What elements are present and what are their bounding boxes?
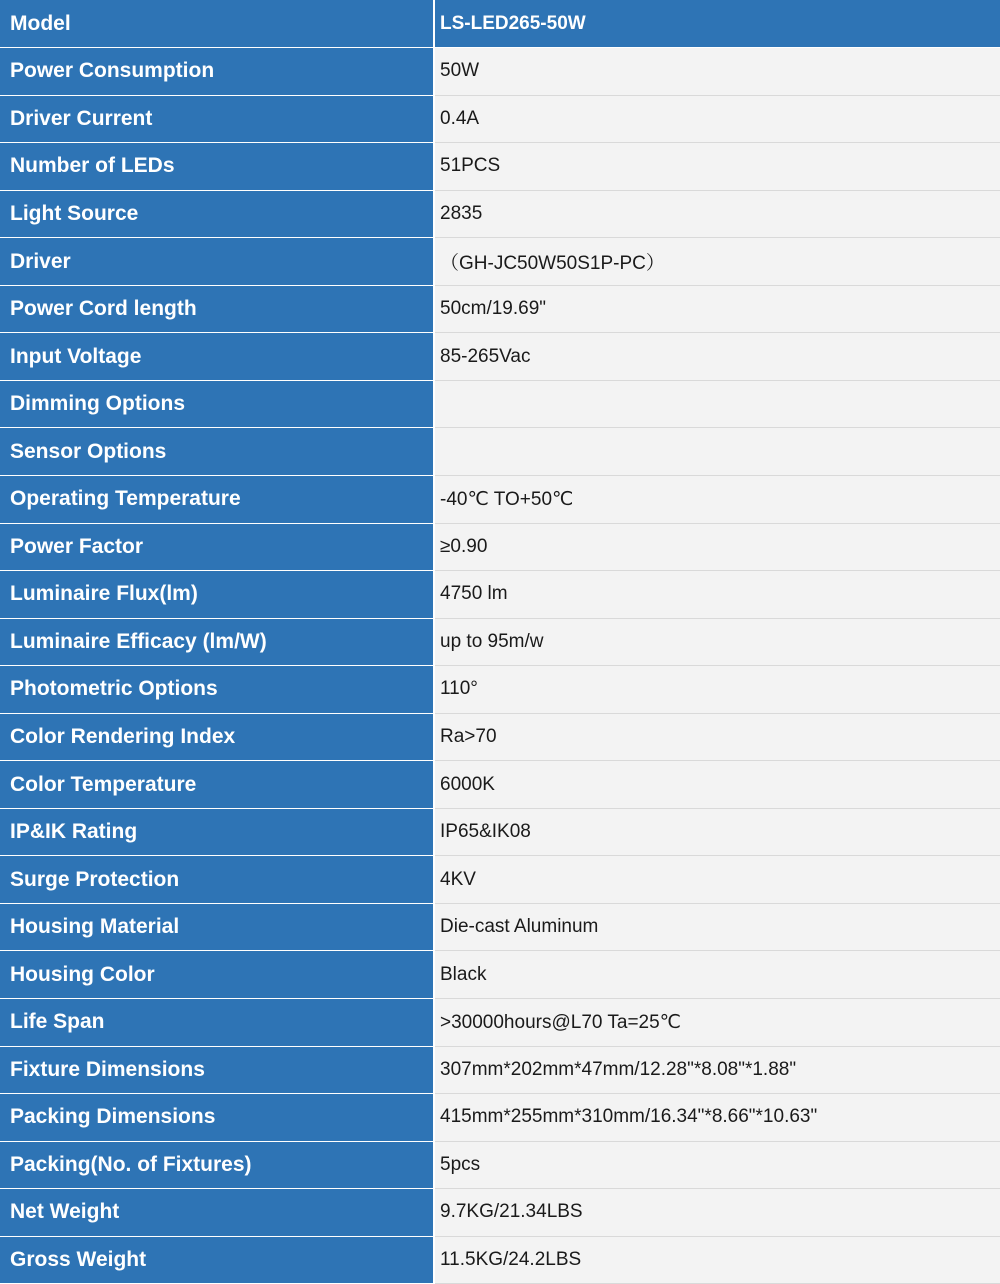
- spec-value: 5pcs: [434, 1141, 1000, 1189]
- spec-label: Fixture Dimensions: [0, 1046, 434, 1094]
- spec-row-packing-fixtures: [0, 1141, 1000, 1189]
- spec-label: Life Span: [0, 998, 434, 1046]
- spec-value: 85-265Vac: [434, 333, 1000, 381]
- spec-row-input-voltage: [0, 333, 1000, 381]
- spec-row-photometric-options: [0, 666, 1000, 714]
- spec-label: Sensor Options: [0, 428, 434, 476]
- spec-label: Packing(No. of Fixtures): [0, 1141, 434, 1189]
- spec-value: ≥0.90: [434, 523, 1000, 571]
- spec-row-gross-weight: [0, 1236, 1000, 1284]
- spec-value: 50W: [434, 48, 1000, 96]
- spec-value: （GH-JC50W50S1P-PC）: [434, 238, 1000, 286]
- spec-value: IP65&IK08: [434, 808, 1000, 856]
- spec-label: Net Weight: [0, 1189, 434, 1237]
- spec-row-packing-dimensions: [0, 1094, 1000, 1142]
- spec-value: Die-cast Aluminum: [434, 903, 1000, 951]
- spec-row-color-temperature: [0, 761, 1000, 809]
- spec-row-housing-color: [0, 951, 1000, 999]
- spec-value: 4750 lm: [434, 571, 1000, 619]
- spec-label: Photometric Options: [0, 666, 434, 714]
- spec-value: 110°: [434, 666, 1000, 714]
- spec-value: up to 95m/w: [434, 618, 1000, 666]
- spec-label: Number of LEDs: [0, 143, 434, 191]
- spec-row-model: [0, 0, 1000, 48]
- spec-value: -40℃ TO+50℃: [434, 475, 1000, 523]
- spec-row-luminaire-flux: [0, 571, 1000, 619]
- spec-row-luminaire-efficacy: [0, 618, 1000, 666]
- spec-label: Driver: [0, 238, 434, 286]
- spec-label: Luminaire Flux(lm): [0, 571, 434, 619]
- spec-value: [434, 428, 1000, 476]
- spec-row-power-consumption: [0, 48, 1000, 96]
- spec-row-driver: [0, 238, 1000, 286]
- spec-row-power-factor: [0, 523, 1000, 571]
- spec-label: Housing Color: [0, 951, 434, 999]
- spec-value: Ra>70: [434, 713, 1000, 761]
- spec-row-ip-ik-rating: [0, 808, 1000, 856]
- spec-label: Color Temperature: [0, 761, 434, 809]
- spec-row-net-weight: [0, 1189, 1000, 1237]
- spec-row-color-rendering-index: [0, 713, 1000, 761]
- spec-label: Packing Dimensions: [0, 1094, 434, 1142]
- spec-row-dimming-options: [0, 380, 1000, 428]
- spec-label: Power Consumption: [0, 48, 434, 96]
- spec-label: Model: [0, 0, 434, 48]
- spec-value: 11.5KG/24.2LBS: [434, 1236, 1000, 1284]
- spec-value: LS-LED265-50W: [434, 0, 1000, 48]
- spec-row-surge-protection: [0, 856, 1000, 904]
- spec-label: Driver Current: [0, 95, 434, 143]
- spec-row-fixture-dimensions: [0, 1046, 1000, 1094]
- spec-label: Gross Weight: [0, 1236, 434, 1284]
- spec-value: 307mm*202mm*47mm/12.28"*8.08"*1.88": [434, 1046, 1000, 1094]
- spec-label: Operating Temperature: [0, 475, 434, 523]
- spec-label: Color Rendering Index: [0, 713, 434, 761]
- spec-label: Power Cord length: [0, 285, 434, 333]
- spec-row-driver-current: [0, 95, 1000, 143]
- spec-value: >30000hours@L70 Ta=25℃: [434, 998, 1000, 1046]
- spec-row-operating-temperature: [0, 475, 1000, 523]
- spec-label: Dimming Options: [0, 380, 434, 428]
- spec-value: 0.4A: [434, 95, 1000, 143]
- spec-row-light-source: [0, 190, 1000, 238]
- spec-row-power-cord-length: [0, 285, 1000, 333]
- spec-value: 50cm/19.69": [434, 285, 1000, 333]
- spec-value: 415mm*255mm*310mm/16.34"*8.66"*10.63": [434, 1094, 1000, 1142]
- spec-row-housing-material: [0, 903, 1000, 951]
- spec-label: Light Source: [0, 190, 434, 238]
- spec-value: [434, 380, 1000, 428]
- spec-row-sensor-options: [0, 428, 1000, 476]
- spec-label: Housing Material: [0, 903, 434, 951]
- spec-label: IP&IK Rating: [0, 808, 434, 856]
- spec-label: Input Voltage: [0, 333, 434, 381]
- spec-value: 9.7KG/21.34LBS: [434, 1189, 1000, 1237]
- spec-label: Luminaire Efficacy (lm/W): [0, 618, 434, 666]
- spec-label: Power Factor: [0, 523, 434, 571]
- spec-value: 51PCS: [434, 143, 1000, 191]
- spec-value: 6000K: [434, 761, 1000, 809]
- spec-value: 4KV: [434, 856, 1000, 904]
- spec-row-number-of-leds: [0, 143, 1000, 191]
- spec-label: Surge Protection: [0, 856, 434, 904]
- spec-value: 2835: [434, 190, 1000, 238]
- spec-row-life-span: [0, 998, 1000, 1046]
- spec-value: Black: [434, 951, 1000, 999]
